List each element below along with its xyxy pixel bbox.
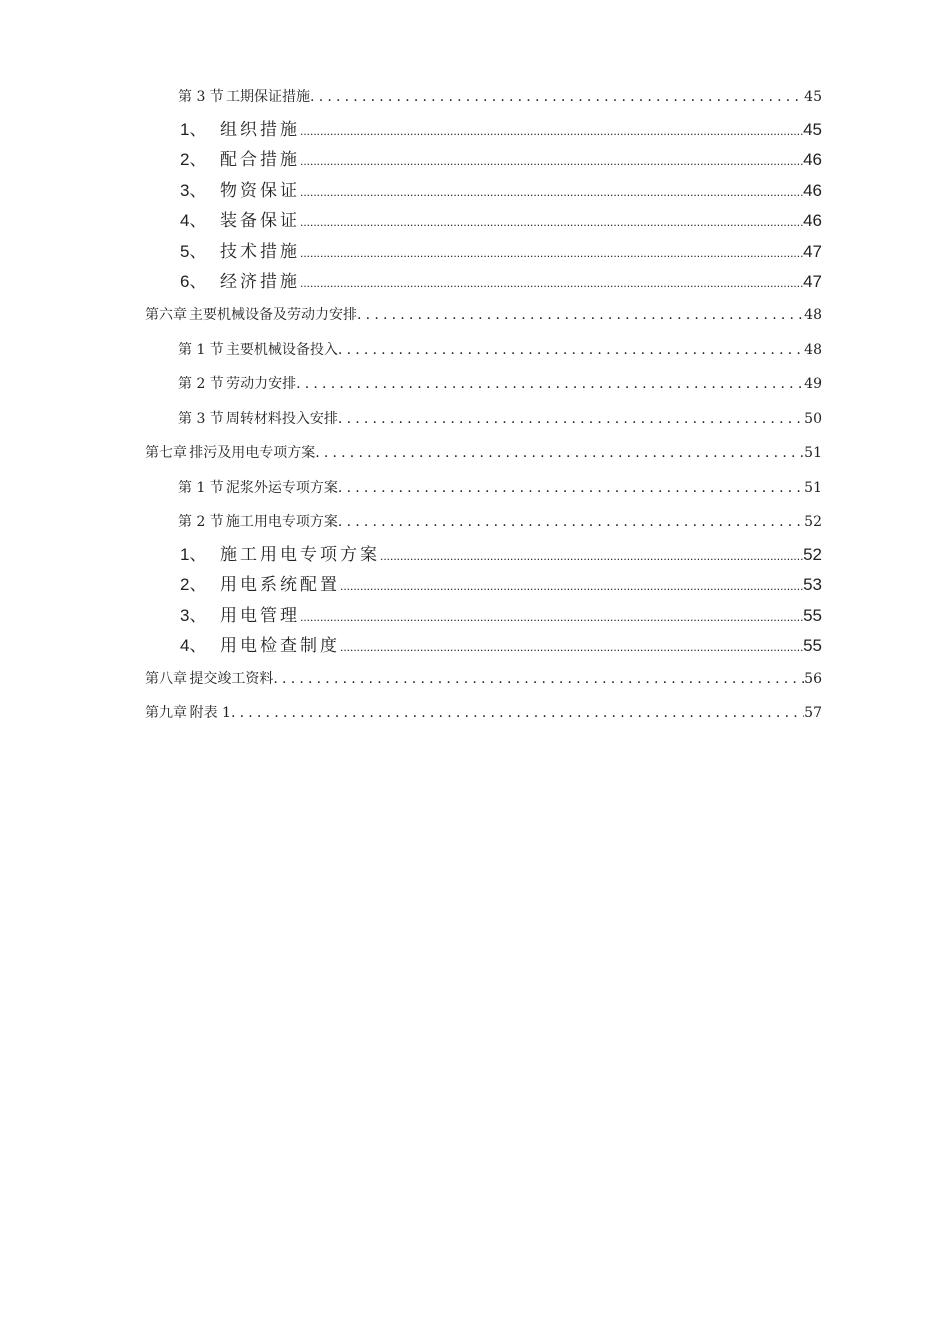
toc-entry[interactable]	[145, 333, 822, 368]
toc-entry-title: 用电管理	[220, 605, 300, 625]
toc-entry-title: 主要机械设备投入	[225, 341, 338, 358]
toc-entry[interactable]	[145, 402, 822, 437]
toc-entry[interactable]	[145, 471, 822, 506]
toc-leader-dots	[300, 115, 803, 147]
toc-entry[interactable]	[145, 540, 822, 571]
toc-entry[interactable]	[145, 367, 822, 402]
toc-entry-title: 施工用电专项方案	[225, 514, 338, 531]
toc-entry-page: 51	[804, 445, 822, 462]
toc-leader-dots	[315, 436, 804, 471]
toc-entry-prefix: 第六章	[145, 307, 187, 324]
toc-entry-title: 主要机械设备及劳动力安排	[189, 307, 358, 324]
toc-entry-title: 物资保证	[220, 180, 300, 200]
toc-entry[interactable]	[145, 631, 822, 662]
toc-entry-title: 附表 1	[189, 705, 231, 722]
toc-entry-page: 52	[804, 514, 822, 531]
toc-entry-title: 配合措施	[220, 150, 300, 170]
toc-entry[interactable]	[145, 662, 822, 697]
toc-entry-page: 53	[803, 575, 822, 595]
toc-entry[interactable]	[145, 237, 822, 268]
toc-entry-title: 经济措施	[220, 272, 300, 292]
toc-entry[interactable]	[145, 436, 822, 471]
toc-leader-dots	[338, 505, 804, 540]
toc-entry-title: 提交竣工资料	[189, 670, 274, 687]
toc-entry-prefix: 2、	[180, 150, 207, 170]
toc-entry-prefix: 第八章	[145, 670, 187, 687]
toc-leader-dots	[296, 367, 804, 402]
toc-leader-dots	[338, 402, 804, 437]
toc-leader-dots	[300, 176, 803, 208]
toc-entry-page: 57	[804, 705, 822, 722]
toc-leader-dots	[338, 333, 804, 368]
toc-entry[interactable]	[145, 505, 822, 540]
toc-entry[interactable]	[145, 206, 822, 237]
toc-entry-prefix: 5、	[180, 241, 207, 261]
toc-entry-prefix: 6、	[180, 272, 207, 292]
toc-entry-prefix: 4、	[180, 211, 207, 231]
toc-entry-page: 55	[803, 636, 822, 656]
toc-entry[interactable]	[145, 176, 822, 207]
toc-entry-page: 49	[804, 376, 822, 393]
toc-entry-title: 用电系统配置	[220, 575, 340, 595]
toc-entry-prefix: 1、	[180, 119, 207, 139]
toc-entry[interactable]	[145, 696, 822, 731]
toc-leader-dots	[300, 206, 803, 238]
toc-entry[interactable]	[145, 145, 822, 176]
toc-entry-page: 46	[803, 211, 822, 231]
toc-entry-page: 48	[804, 307, 822, 324]
toc-entry-page: 45	[804, 89, 822, 105]
toc-leader-dots	[380, 540, 803, 572]
toc-leader-dots	[231, 696, 804, 731]
toc-entry-prefix: 第 1 节	[178, 479, 224, 496]
toc-entry-page: 56	[804, 670, 822, 687]
toc-entry-title: 施工用电专项方案	[220, 544, 380, 564]
toc-entry-prefix: 3、	[180, 605, 207, 625]
toc-entry-prefix: 3、	[180, 180, 207, 200]
toc-entry-page: 50	[804, 410, 822, 427]
toc-entry-page: 45	[803, 119, 822, 139]
toc-entry-page: 48	[804, 341, 822, 358]
toc-entry-prefix: 第 3 节	[178, 89, 224, 105]
toc-entry-title: 用电检查制度	[220, 636, 340, 656]
toc-entry[interactable]	[145, 115, 822, 146]
toc-entry-title: 周转材料投入安排	[225, 410, 338, 427]
toc-entry-prefix: 第七章	[145, 445, 187, 462]
toc-leader-dots	[340, 570, 803, 602]
toc-leader-dots	[300, 145, 803, 177]
toc-leader-dots	[273, 662, 804, 697]
toc-entry-title: 排污及用电专项方案	[189, 445, 316, 462]
toc-entry-title: 技术措施	[220, 241, 300, 261]
toc-entry-page: 55	[803, 605, 822, 625]
toc-entry-title: 组织措施	[220, 119, 300, 139]
toc-entry[interactable]	[145, 267, 822, 298]
toc-entry-title: 泥浆外运专项方案	[225, 479, 338, 496]
table-of-contents	[145, 80, 822, 731]
toc-leader-dots	[310, 80, 804, 115]
toc-entry-prefix: 2、	[180, 575, 207, 595]
toc-entry[interactable]	[145, 570, 822, 601]
toc-leader-dots	[338, 471, 804, 506]
toc-leader-dots	[300, 267, 803, 299]
toc-leader-dots	[300, 237, 803, 269]
toc-entry-prefix: 第 1 节	[178, 341, 224, 358]
toc-entry-prefix: 第 2 节	[178, 376, 224, 393]
toc-entry-page: 47	[803, 241, 822, 261]
toc-entry-page: 51	[804, 479, 822, 496]
toc-entry-prefix: 第九章	[145, 705, 187, 722]
toc-leader-dots	[340, 631, 803, 663]
toc-entry-title: 劳动力安排	[226, 376, 297, 393]
toc-entry-title: 装备保证	[220, 211, 300, 231]
toc-entry-page: 47	[803, 272, 822, 292]
toc-leader-dots	[300, 601, 803, 633]
toc-entry-page: 52	[803, 544, 822, 564]
toc-leader-dots	[357, 298, 804, 333]
toc-entry[interactable]	[145, 298, 822, 333]
toc-entry[interactable]	[145, 601, 822, 632]
toc-entry-page: 46	[803, 150, 822, 170]
toc-entry[interactable]	[145, 80, 822, 115]
toc-entry-title: 工期保证措施	[226, 89, 311, 105]
toc-entry-prefix: 4、	[180, 636, 207, 656]
toc-entry-prefix: 第 2 节	[178, 514, 224, 531]
toc-entry-prefix: 第 3 节	[178, 410, 224, 427]
toc-entry-page: 46	[803, 180, 822, 200]
toc-entry-prefix: 1、	[180, 544, 207, 564]
